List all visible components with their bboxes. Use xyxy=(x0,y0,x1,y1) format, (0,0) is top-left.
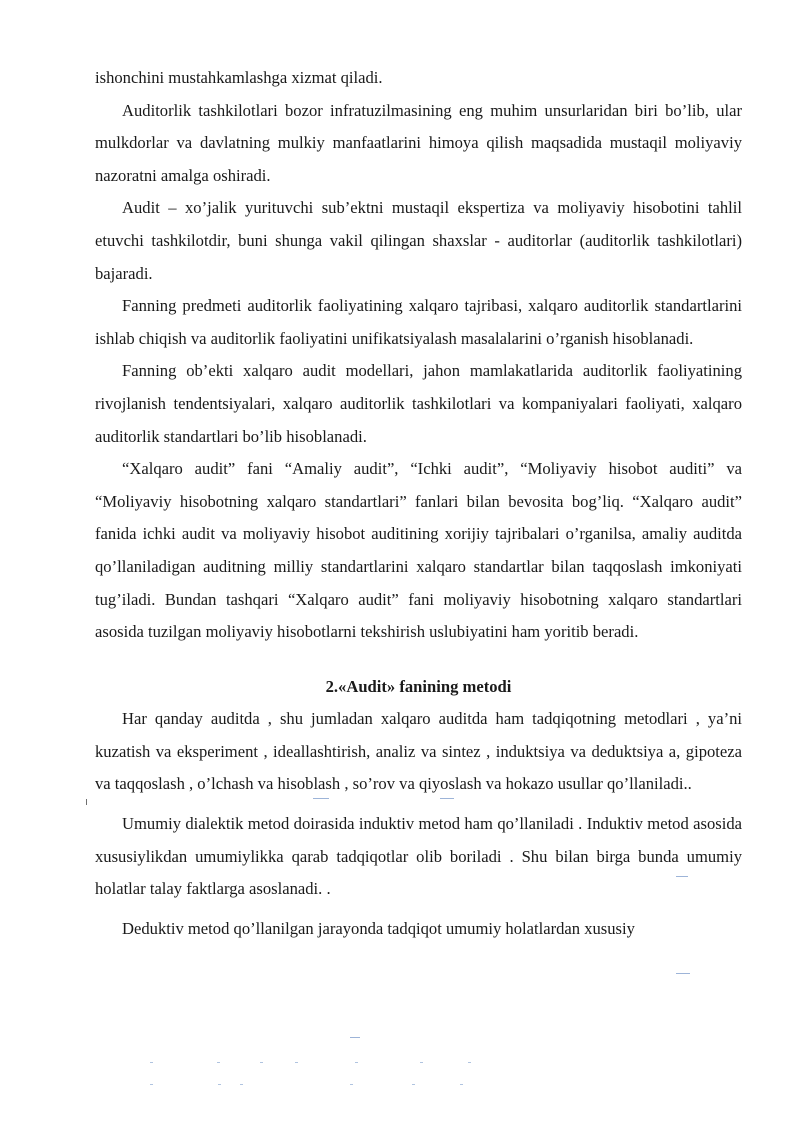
scan-artifact-line xyxy=(676,973,690,974)
paragraph-continuation: ishonchini mustahkamlashga xizmat qiladi. xyxy=(95,68,383,87)
section-heading: 2.«Audit» fanining metodi xyxy=(325,676,512,696)
scan-artifact-dot xyxy=(460,1084,463,1085)
scan-artifact-line xyxy=(350,1037,360,1038)
scan-artifact-dot xyxy=(150,1062,153,1063)
paragraph-audit-organizations: Auditorlik tashkilotlari bozor infratuzilmasining eng muhim unsurlaridan biri bo’lib, ular mulkdorlar va davlatning mulkiy manfaatlarini himoya qilish maqsadida mustaqil moliyaviy nazoratni amalga oshiradi. xyxy=(95,100,742,185)
paragraph-object: Fanning ob’ekti xalqaro audit modellari, jahon mamlakatlarida auditorlik faoliyatining rivojlanish tendentsiyalari, xalqaro auditorlik tashkilotlari va kompaniyalari faoliyati, xalqaro auditorlik standartlari bo’lib hisoblanadi. xyxy=(95,361,742,446)
scan-artifact-dot xyxy=(217,1062,220,1063)
scan-artifact-dot xyxy=(260,1062,263,1063)
scan-artifact-dot xyxy=(218,1084,221,1085)
paragraph-subject: Fanning predmeti auditorlik faoliyatining xalqaro tajribasi, xalqaro auditorlik standartlarini ishlab chiqish va auditorlik faoliyatini unifikatsiyalash masalalarini o’rganish hisoblanadi. xyxy=(95,296,742,348)
paragraph-related-courses: “Xalqaro audit” fani “Amaliy audit”, “Ichki audit”, “Moliyaviy hisobot auditi” va “Moliyaviy hisobotning xalqaro standartlari” fanlari bilan bevosita bog’liq. “Xalqaro audit” fanida ichki audit va moliyaviy hisobot auditining xorijiy tajribalari o’rganilsa, amaliy auditda qo’llaniladigan auditning milliy standartlarini xalqaro standartlar bilan taqqoslash imkoniyati tug’iladi. Bundan tashqari “Xalqaro audit” fani moliyaviy hisobotning xalqaro standartlari asosida tuzilgan moliyaviy hisobotlarni tekshirish uslubiyatini ham yoritib beradi. xyxy=(95,459,742,642)
scan-artifact-dot xyxy=(468,1062,471,1063)
paragraph-inductive: Umumiy dialektik metod doirasida induktiv metod ham qo’llaniladi . Induktiv metod asosida xususiylikdan umumiylikka qarab tadqiqotlar olib boriladi . Shu bilan birga bunda umumiy holatlar talay faktlarga asoslanadi. . xyxy=(95,814,742,899)
scan-artifact-dot xyxy=(240,1084,243,1085)
scan-artifact-dot xyxy=(355,1062,358,1063)
scan-artifact-line xyxy=(676,876,688,877)
margin-mark xyxy=(86,799,87,805)
scan-artifact-line xyxy=(313,798,329,799)
paragraph-deductive: Deduktiv metod qo’llanilgan jarayonda tadqiqot umumiy holatlardan xususiy xyxy=(122,918,635,938)
scan-artifact-dot xyxy=(420,1062,423,1063)
document-body xyxy=(95,62,742,945)
scan-artifact-dot xyxy=(295,1062,298,1063)
scan-artifact-line xyxy=(440,798,454,799)
scan-artifact-dot xyxy=(412,1084,415,1085)
scan-artifact-dot xyxy=(150,1084,153,1085)
paragraph-audit-definition: Audit – xo’jalik yurituvchi sub’ektni mustaqil ekspertiza va moliyaviy hisobotini tahlil etuvchi tashkilotdir, buni shunga vakil qilingan shaxslar - auditorlar (auditorlik tashkilotlari) bajaradi. xyxy=(95,198,742,283)
paragraph-methods: Har qanday auditda , shu jumladan xalqaro auditda ham tadqiqotning metodlari , ya’ni kuzatish va eksperiment , ideallashtirish, analiz va sintez , induktsiya va deduktsiya a, gipoteza va taqqoslash , o’lchash va hisoblash , so’rov va qiyoslash va hokazo usullar qo’llaniladi.. xyxy=(95,709,742,794)
scan-artifact-dot xyxy=(350,1084,353,1085)
